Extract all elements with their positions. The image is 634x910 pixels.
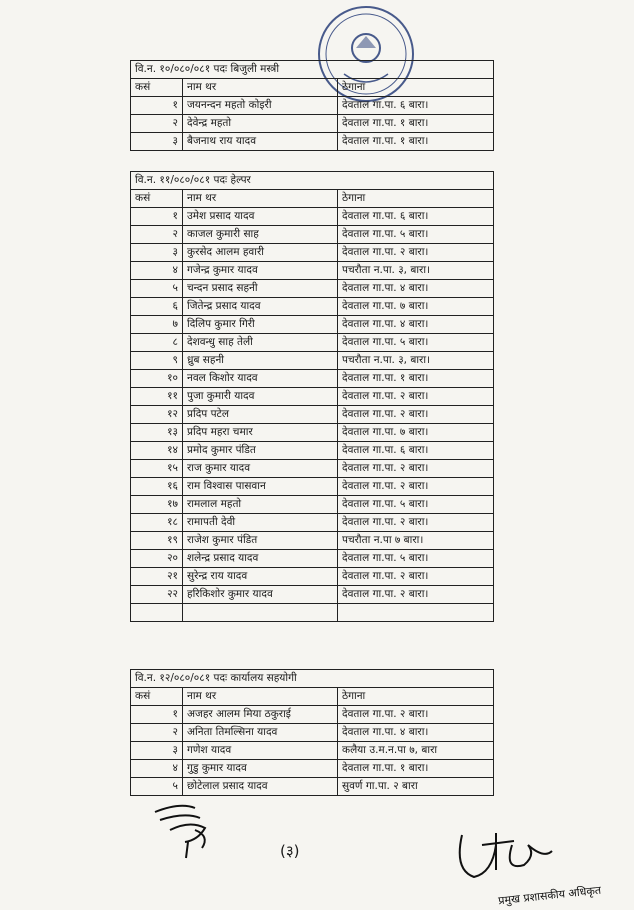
cell-name: उमेश प्रसाद यादव (183, 208, 338, 226)
table-row (131, 742, 494, 760)
cell-address: देवताल गा.पा. १ बारा। (338, 760, 494, 778)
cell-address: देवताल गा.पा. ५ बारा। (338, 496, 494, 514)
col-header-address: ठेगाना (338, 190, 494, 208)
cell-name: हरिकिशोर कुमार यादव (183, 586, 338, 604)
cell-name: प्रमोद कुमार पंडित (183, 442, 338, 460)
table-office-assistant (130, 669, 494, 796)
cell-address: देवताल गा.पा. १ बारा। (338, 133, 494, 151)
cell-name: देवेन्द्र महतो (183, 115, 338, 133)
cell-name: देशवन्धु साह तेली (183, 334, 338, 352)
cell-name: गजेन्द्र कुमार यादव (183, 262, 338, 280)
table-heading: वि.न. ११/०८०/०८१ पदः हेल्पर (131, 172, 494, 190)
cell-sn: २२ (131, 586, 183, 604)
cell-sn: ३ (131, 133, 183, 151)
cell-sn: ५ (131, 280, 183, 298)
col-header-sn: कसं (131, 688, 183, 706)
cell-sn: ५ (131, 778, 183, 796)
cell-sn: ९ (131, 352, 183, 370)
cell-address (338, 604, 494, 622)
signature-left (150, 800, 220, 860)
cell-address: देवताल गा.पा. ५ बारा। (338, 550, 494, 568)
cell-address: देवताल गा.पा. २ बारा। (338, 586, 494, 604)
cell-sn: १६ (131, 478, 183, 496)
cell-name: पुजा कुमारी यादव (183, 388, 338, 406)
cell-name: अनिता तिमल्सिना यादव (183, 724, 338, 742)
cell-address: देवताल गा.पा. ४ बारा। (338, 724, 494, 742)
col-header-name: नाम थर (183, 79, 338, 97)
cell-sn: १३ (131, 424, 183, 442)
table-row (131, 532, 494, 550)
col-header-name: नाम थर (183, 688, 338, 706)
table-row (131, 244, 494, 262)
table-row (131, 478, 494, 496)
cell-sn: १० (131, 370, 183, 388)
cell-name: छोटेलाल प्रसाद यादव (183, 778, 338, 796)
table-helper (130, 171, 494, 622)
table-row (131, 97, 494, 115)
table-row (131, 406, 494, 424)
table-heading: वि.न. १०/०८०/०८१ पदः बिजुली मस्त्री (131, 61, 494, 79)
cell-address: देवताल गा.पा. ७ बारा। (338, 298, 494, 316)
signature-right (452, 815, 562, 890)
table-row (131, 370, 494, 388)
cell-sn: २० (131, 550, 183, 568)
table-row (131, 298, 494, 316)
cell-address: देवताल गा.पा. ६ बारा। (338, 442, 494, 460)
cell-sn: २ (131, 115, 183, 133)
cell-address: देवताल गा.पा. २ बारा। (338, 568, 494, 586)
cell-address: सुवर्ण गा.पा. २ बारा (338, 778, 494, 796)
cell-sn: ६ (131, 298, 183, 316)
cell-address: देवताल गा.पा. ४ बारा। (338, 316, 494, 334)
cell-address: देवताल गा.पा. २ बारा। (338, 706, 494, 724)
col-header-name: नाम थर (183, 190, 338, 208)
cell-name: राज कुमार यादव (183, 460, 338, 478)
table-row (131, 514, 494, 532)
cell-address: देवताल गा.पा. ४ बारा। (338, 280, 494, 298)
cell-sn: २ (131, 724, 183, 742)
cell-address: देवताल गा.पा. १ बारा। (338, 115, 494, 133)
table-row (131, 280, 494, 298)
cell-sn: ३ (131, 244, 183, 262)
cell-address: कलैया उ.म.न.पा ७, बारा (338, 742, 494, 760)
cell-sn: ७ (131, 316, 183, 334)
cell-sn: ११ (131, 388, 183, 406)
cell-sn: १ (131, 97, 183, 115)
col-header-sn: कसं (131, 190, 183, 208)
cell-sn: २ (131, 226, 183, 244)
table-bijuli-mistri (130, 60, 494, 151)
cell-address: पचरौता न.पा ७ बारा। (338, 532, 494, 550)
table-row (131, 778, 494, 796)
col-header-sn: कसं (131, 79, 183, 97)
table-row (131, 334, 494, 352)
col-header-address: ठेगाना (338, 79, 494, 97)
cell-address: पचरौता न.पा. ३, बारा। (338, 262, 494, 280)
cell-name: ध्रुब सहनी (183, 352, 338, 370)
table-row (131, 706, 494, 724)
table-row (131, 352, 494, 370)
table-row (131, 316, 494, 334)
table-row (131, 262, 494, 280)
cell-address: देवताल गा.पा. ५ बारा। (338, 226, 494, 244)
cell-sn (131, 604, 183, 622)
cell-address: देवताल गा.पा. २ बारा। (338, 514, 494, 532)
table-row (131, 115, 494, 133)
table-row (131, 133, 494, 151)
table-row (131, 442, 494, 460)
cell-name: गणेश यादव (183, 742, 338, 760)
designation-label: प्रमुख प्रशासकीय अधिकृत (497, 883, 602, 908)
col-header-address: ठेगाना (338, 688, 494, 706)
cell-name: बैजनाथ राय यादव (183, 133, 338, 151)
cell-sn: १४ (131, 442, 183, 460)
page-number: (३) (280, 842, 300, 860)
table-row (131, 760, 494, 778)
cell-sn: १७ (131, 496, 183, 514)
cell-name: दिलिप कुमार गिरी (183, 316, 338, 334)
table-row (131, 568, 494, 586)
cell-sn: १ (131, 706, 183, 724)
table-row (131, 424, 494, 442)
cell-name: प्रदिप महरा चमार (183, 424, 338, 442)
cell-address: देवताल गा.पा. १ बारा। (338, 370, 494, 388)
table-row (131, 208, 494, 226)
cell-sn: १५ (131, 460, 183, 478)
cell-name: नवल किशोर यादव (183, 370, 338, 388)
cell-name: अजहर आलम मिया ठकुराई (183, 706, 338, 724)
table-row (131, 550, 494, 568)
table-row (131, 460, 494, 478)
cell-sn: ४ (131, 760, 183, 778)
cell-address: देवताल गा.पा. २ बारा। (338, 460, 494, 478)
cell-name: प्रदिप पटेल (183, 406, 338, 424)
table-row (131, 496, 494, 514)
cell-name: गुडु कुमार यादव (183, 760, 338, 778)
cell-address: देवताल गा.पा. २ बारा। (338, 406, 494, 424)
cell-name: सुरेन्द्र राय यादव (183, 568, 338, 586)
cell-name: राम विश्वास पासवान (183, 478, 338, 496)
cell-sn: २१ (131, 568, 183, 586)
cell-sn: ३ (131, 742, 183, 760)
cell-sn: १९ (131, 532, 183, 550)
cell-sn: ८ (131, 334, 183, 352)
table-row (131, 586, 494, 604)
cell-name: रामापती देवी (183, 514, 338, 532)
cell-sn: १ (131, 208, 183, 226)
cell-name: राजेश कुमार पंडित (183, 532, 338, 550)
cell-address: देवताल गा.पा. ६ बारा। (338, 97, 494, 115)
cell-sn: ४ (131, 262, 183, 280)
cell-address: देवताल गा.पा. ५ बारा। (338, 334, 494, 352)
cell-address: पचरौता न.पा. ३, बारा। (338, 352, 494, 370)
cell-address: देवताल गा.पा. ७ बारा। (338, 424, 494, 442)
cell-name: कुरसेद आलम हवारी (183, 244, 338, 262)
cell-name: रामलाल महतो (183, 496, 338, 514)
cell-name: जितेन्द्र प्रसाद यादव (183, 298, 338, 316)
cell-name: शलेन्द्र प्रसाद यादव (183, 550, 338, 568)
cell-address: देवताल गा.पा. ६ बारा। (338, 208, 494, 226)
table-row (131, 604, 494, 622)
table-row (131, 724, 494, 742)
cell-sn: १८ (131, 514, 183, 532)
cell-address: देवताल गा.पा. २ बारा। (338, 244, 494, 262)
cell-address: देवताल गा.पा. २ बारा। (338, 388, 494, 406)
cell-name: चन्दन प्रसाद सहनी (183, 280, 338, 298)
cell-address: देवताल गा.पा. २ बारा। (338, 478, 494, 496)
cell-sn: १२ (131, 406, 183, 424)
cell-name: काजल कुमारी साह (183, 226, 338, 244)
cell-name: जयनन्दन महतो कोइरी (183, 97, 338, 115)
table-row (131, 226, 494, 244)
table-row (131, 388, 494, 406)
cell-name (183, 604, 338, 622)
table-heading: वि.न. १२/०८०/०८१ पदः कार्यालय सहयोगी (131, 670, 494, 688)
